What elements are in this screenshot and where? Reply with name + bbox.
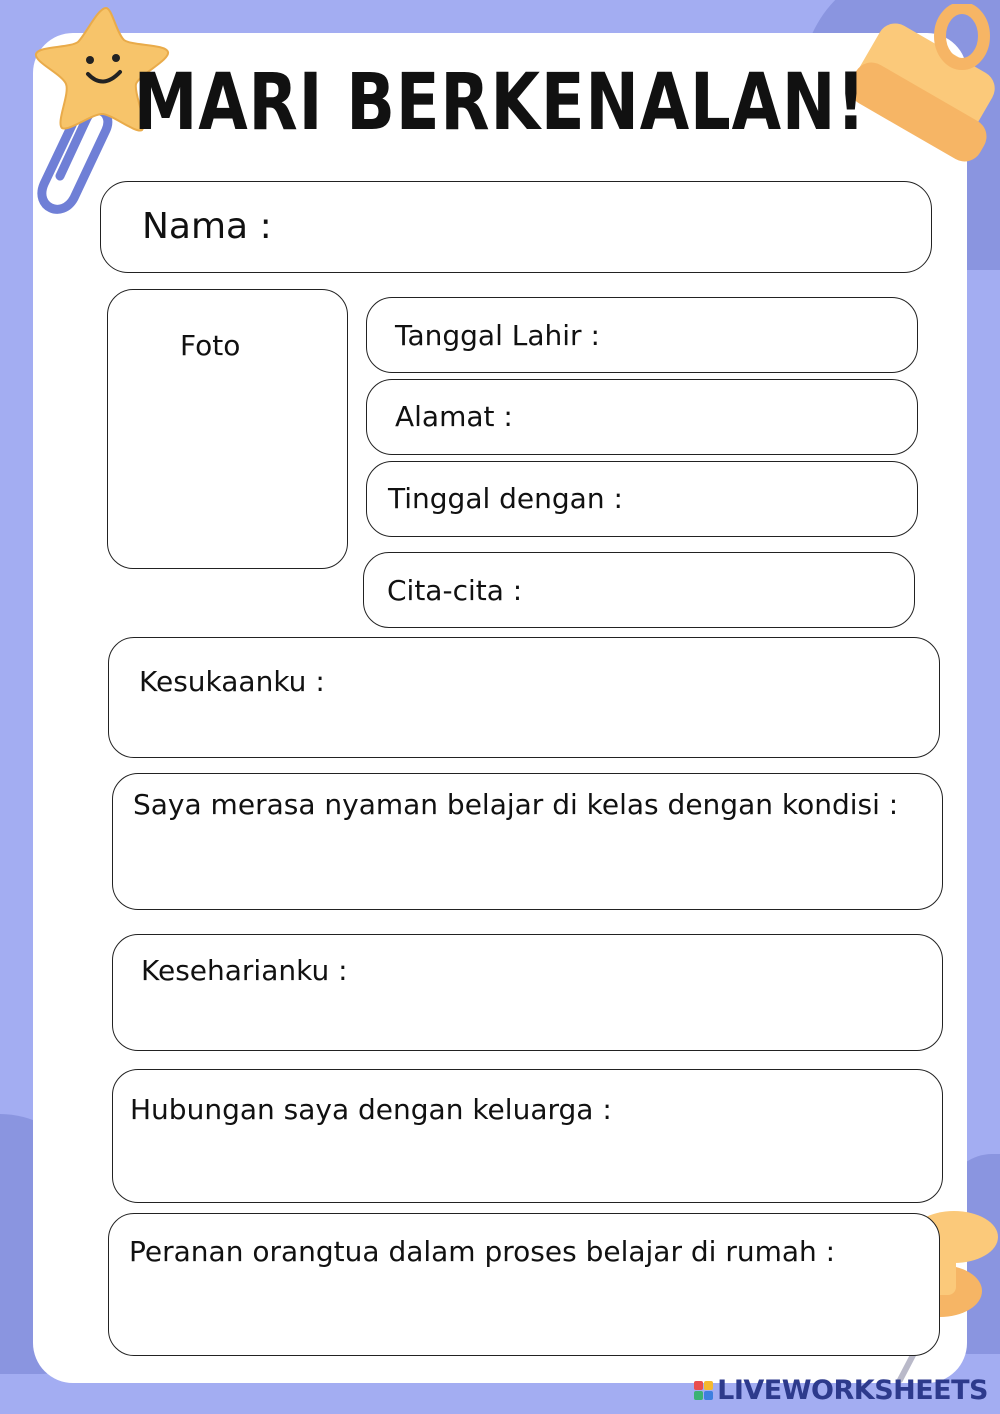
alamat-label: Alamat :	[395, 400, 513, 433]
nama-label: Nama :	[142, 206, 272, 247]
foto-label: Foto	[180, 329, 241, 362]
tinggal-dengan-label: Tinggal dengan :	[388, 482, 623, 515]
keseharianku-field[interactable]	[112, 934, 943, 1051]
kesukaanku-label: Kesukaanku :	[139, 665, 325, 698]
liveworksheets-logo-icon	[694, 1381, 713, 1400]
keseharianku-label: Keseharianku :	[141, 954, 348, 987]
hubungan-keluarga-label: Hubungan saya dengan keluarga :	[130, 1093, 612, 1126]
liveworksheets-watermark	[694, 1375, 988, 1406]
nyaman-belajar-label: Saya merasa nyaman belajar di kelas dengan kondisi :	[133, 788, 899, 821]
hubungan-keluarga-field[interactable]	[112, 1069, 943, 1203]
tanggal-lahir-label: Tanggal Lahir :	[395, 319, 600, 352]
liveworksheets-text: LIVEWORKSHEETS	[717, 1375, 988, 1406]
peranan-orangtua-label: Peranan orangtua dalam proses belajar di rumah :	[129, 1235, 836, 1268]
page-title: MARI BERKENALAN!	[133, 58, 867, 148]
cita-cita-label: Cita-cita :	[387, 574, 523, 607]
